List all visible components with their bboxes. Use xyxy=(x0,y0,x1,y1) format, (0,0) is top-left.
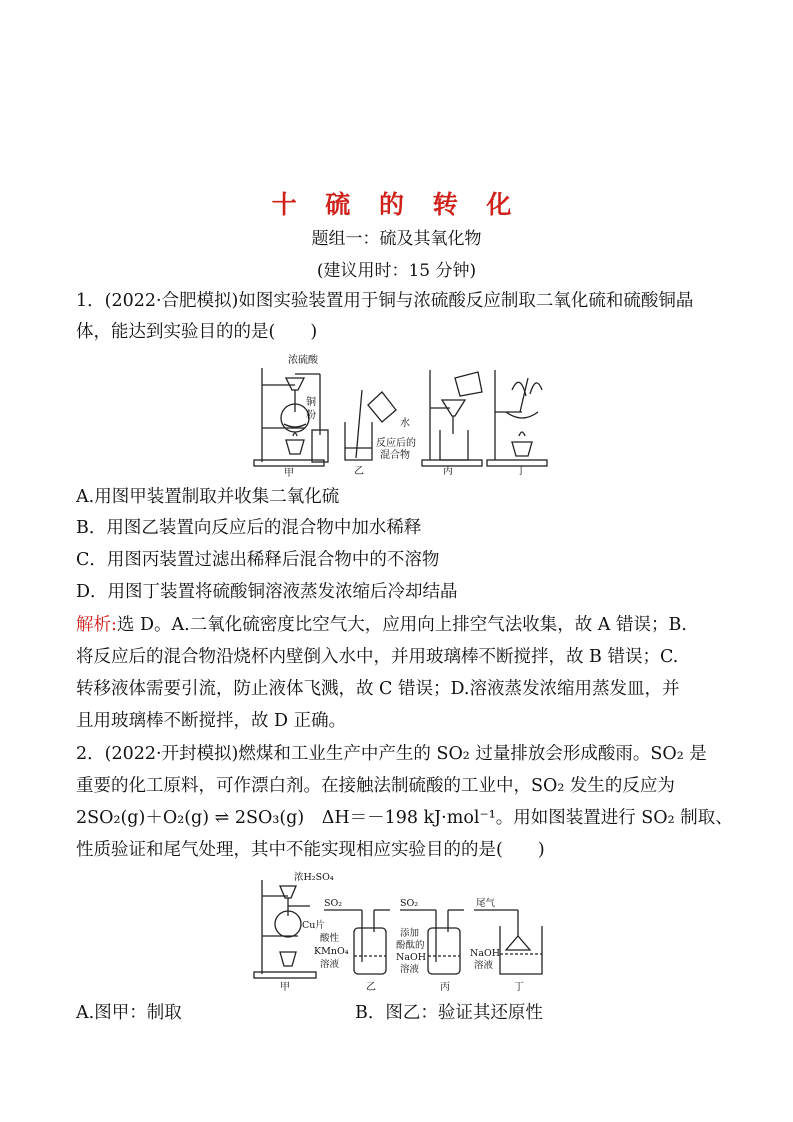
label-ding: 丁 xyxy=(516,466,526,477)
label-conc-h2so4: 浓H₂SO₄ xyxy=(294,872,334,883)
label-kmno4-2: KMnO₄ xyxy=(314,946,349,957)
label-so2-a: SO₂ xyxy=(324,898,343,909)
label-phen-3: NaOH xyxy=(396,952,427,963)
label-jia-2: 甲 xyxy=(280,982,290,993)
label-bing: 丙 xyxy=(443,466,453,477)
q1-option-a: A.用图甲装置制取并收集二氧化硫 xyxy=(76,487,340,507)
label-jia: 甲 xyxy=(284,468,294,479)
q2-line2: 重要的化工原料，可作漂白剂。在接触法制硫酸的工业中，SO₂ 发生的反应为 xyxy=(76,776,675,796)
label-bing-2: 丙 xyxy=(440,982,450,993)
label-phen-2: 酚酞的 xyxy=(396,940,425,951)
q1-stem-line1: 1．(2022·合肥模拟)如图实验装置用于铜与浓硫酸反应制取二氧化硫和硫酸铜晶 xyxy=(76,291,694,311)
label-phen-1: 添加 xyxy=(400,928,420,939)
q1-analysis-line2: 将反应后的混合物沿烧杯内壁倒入水中，并用玻璃棒不断搅拌，故 B 错误；C. xyxy=(76,647,679,667)
q1-option-c: C．用图丙装置过滤出稀释后混合物中的不溶物 xyxy=(76,550,440,570)
label-mix-1: 反应后的 xyxy=(376,438,416,449)
label-naoh-1: NaOH xyxy=(470,948,501,959)
label-tail-gas: 尾气 xyxy=(476,898,496,909)
q1-option-b: B．用图乙装置向反应后的混合物中加水稀释 xyxy=(76,518,422,538)
q2-line3: 2SO₂(g)＋O₂(g) ⇌ 2SO₃(g) ΔH＝－198 kJ·mol⁻¹。用如图装置进行 SO₂ 制取、 xyxy=(76,808,733,828)
analysis-text-1: 选 D。A.二氧化硫密度比空气大，应用向上排空气法收集，故 A 错误；B. xyxy=(116,615,687,635)
q2-line1: 2．(2022·开封模拟)燃煤和工业生产中产生的 SO₂ 过量排放会形成酸雨。SO₂ 是 xyxy=(76,744,707,764)
label-kmno4-1: 酸性 xyxy=(320,933,340,944)
q1-option-d: D．用图丁装置将硫酸铜溶液蒸发浓缩后冷却结晶 xyxy=(76,582,458,602)
question-group-title: 题组一：硫及其氧化物 xyxy=(311,229,482,249)
q1-analysis-line1 xyxy=(76,614,726,636)
label-conc-acid: 浓硫酸 xyxy=(288,355,318,366)
analysis-label: 解析: xyxy=(76,615,117,635)
page-title: 十 硫 的 转 化 xyxy=(271,190,522,219)
label-yi: 乙 xyxy=(354,466,364,477)
q1-analysis-line3: 转移液体需要引流，防止液体飞溅，故 C 错误；D.溶液蒸发浓缩用蒸发皿，并 xyxy=(76,679,680,699)
label-so2-b: SO₂ xyxy=(400,898,419,909)
label-ding-2: 丁 xyxy=(514,982,524,993)
q2-apparatus-figure xyxy=(250,866,570,994)
label-water: 水 xyxy=(400,418,410,429)
q1-apparatus-figure xyxy=(250,350,560,480)
label-phen-4: 溶液 xyxy=(400,964,420,975)
q1-analysis-line4: 且用玻璃棒不断搅拌，故 D 正确。 xyxy=(76,711,347,731)
q2-option-b: B．图乙：验证其还原性 xyxy=(355,1003,543,1023)
label-copper-2: 粉 xyxy=(306,410,316,421)
label-kmno4-3: 溶液 xyxy=(320,959,340,970)
label-naoh-2: 溶液 xyxy=(474,960,494,971)
q1-stem-line2: 体，能达到实验目的的是( ) xyxy=(76,322,318,342)
label-copper-1: 铜 xyxy=(306,397,316,408)
label-cu: Cu片 xyxy=(302,920,325,931)
label-yi-2: 乙 xyxy=(366,982,376,993)
suggested-time: (建议用时：15 分钟) xyxy=(316,261,477,281)
q2-line4: 性质验证和尾气处理，其中不能实现相应实验目的的是( ) xyxy=(76,840,545,860)
q2-option-a: A.图甲：制取 xyxy=(76,1003,182,1023)
label-mix-2: 混合物 xyxy=(380,450,410,461)
